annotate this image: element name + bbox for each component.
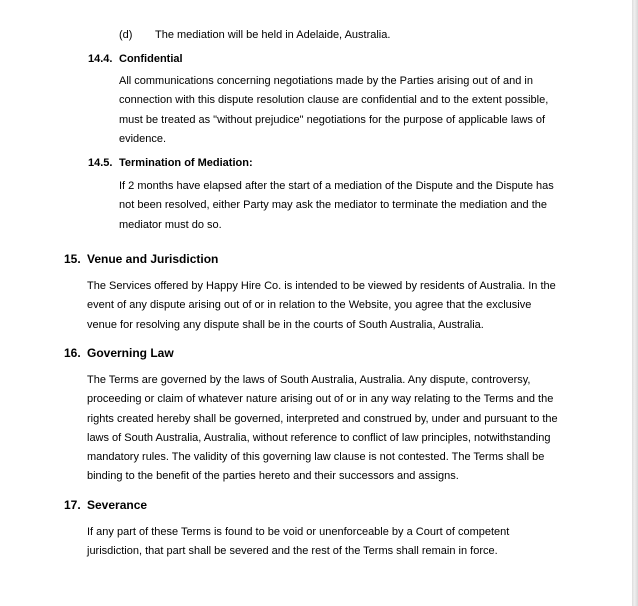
section-title-14-5: Termination of Mediation: [119,157,253,169]
paragraph-line: must be treated as "without prejudice" negotiations for the purpose of applicable laws of [119,113,546,126]
paragraph-line: The Services offered by Happy Hire Co. is intended to be viewed by residents of Australia. In the [87,280,556,292]
paragraph-line: jurisdiction, that part shall be severed and the rest of the Terms shall remain in force. [87,545,498,558]
section-number-14-5: 14.5. [88,157,113,169]
paragraph-line: If any part of these Terms is found to be void or unenforceable by a Court of competent [87,526,510,538]
paragraph-line: The Terms are governed by the laws of South Australia, Australia. Any dispute, controversy, [87,374,531,386]
paragraph-line: not been resolved, either Party may ask the mediator to terminate the mediation and the [119,199,548,212]
paragraph-line: evidence. [119,132,167,145]
paragraph-line: binding to the benefit of the parties hereto and their successors and assigns. [87,470,459,483]
section-title-16: Governing Law [87,346,174,360]
section-title-17: Severance [87,498,148,512]
section-number-17: 17. [64,498,81,512]
paragraph-line: event of any dispute arising out of or in relation to the Website, you agree that the exclusive [87,299,532,312]
paragraph-line: All communications concerning negotiations made by the Parties arising out of and in [119,75,533,87]
section-body-15 [87,277,556,335]
section-title-14-4: Confidential [119,53,183,65]
section-body-16 [87,371,558,487]
paragraph-line: mediator must do so. [119,218,222,231]
section-body-14-4 [119,72,548,149]
paragraph-line: mandatory rules. The validity of this governing law clause is not contested. The Terms shall be [87,451,545,464]
paragraph-line: laws of South Australia, Australia, without reference to conflict of law principles, notwithstanding [87,431,551,444]
section-body-14-5 [119,177,554,235]
paragraph-line: venue for resolving any dispute shall be in the courts of South Australia, Australia. [87,318,484,331]
paragraph-line: If 2 months have elapsed after the start of a mediation of the Dispute and the Dispute has [119,180,554,192]
page-edge-shadow [632,0,638,606]
paragraph-line: proceeding or claim of whatever nature arising out of or in any way relating to the Terms and the [87,393,554,406]
section-title-15: Venue and Jurisdiction [87,252,219,266]
section-number-15: 15. [64,252,81,266]
list-item-label: (d) [119,29,133,41]
section-number-14-4: 14.4. [88,53,113,65]
paragraph-line: rights created hereby shall be governed, interpreted and construed by, under and pursuant to the [87,412,558,425]
section-number-16: 16. [64,346,81,360]
section-body-17 [87,523,509,562]
list-item-text: The mediation will be held in Adelaide, Australia. [155,29,391,41]
paragraph-line: connection with this dispute resolution clause are confidential and to the extent possible, [119,94,549,107]
